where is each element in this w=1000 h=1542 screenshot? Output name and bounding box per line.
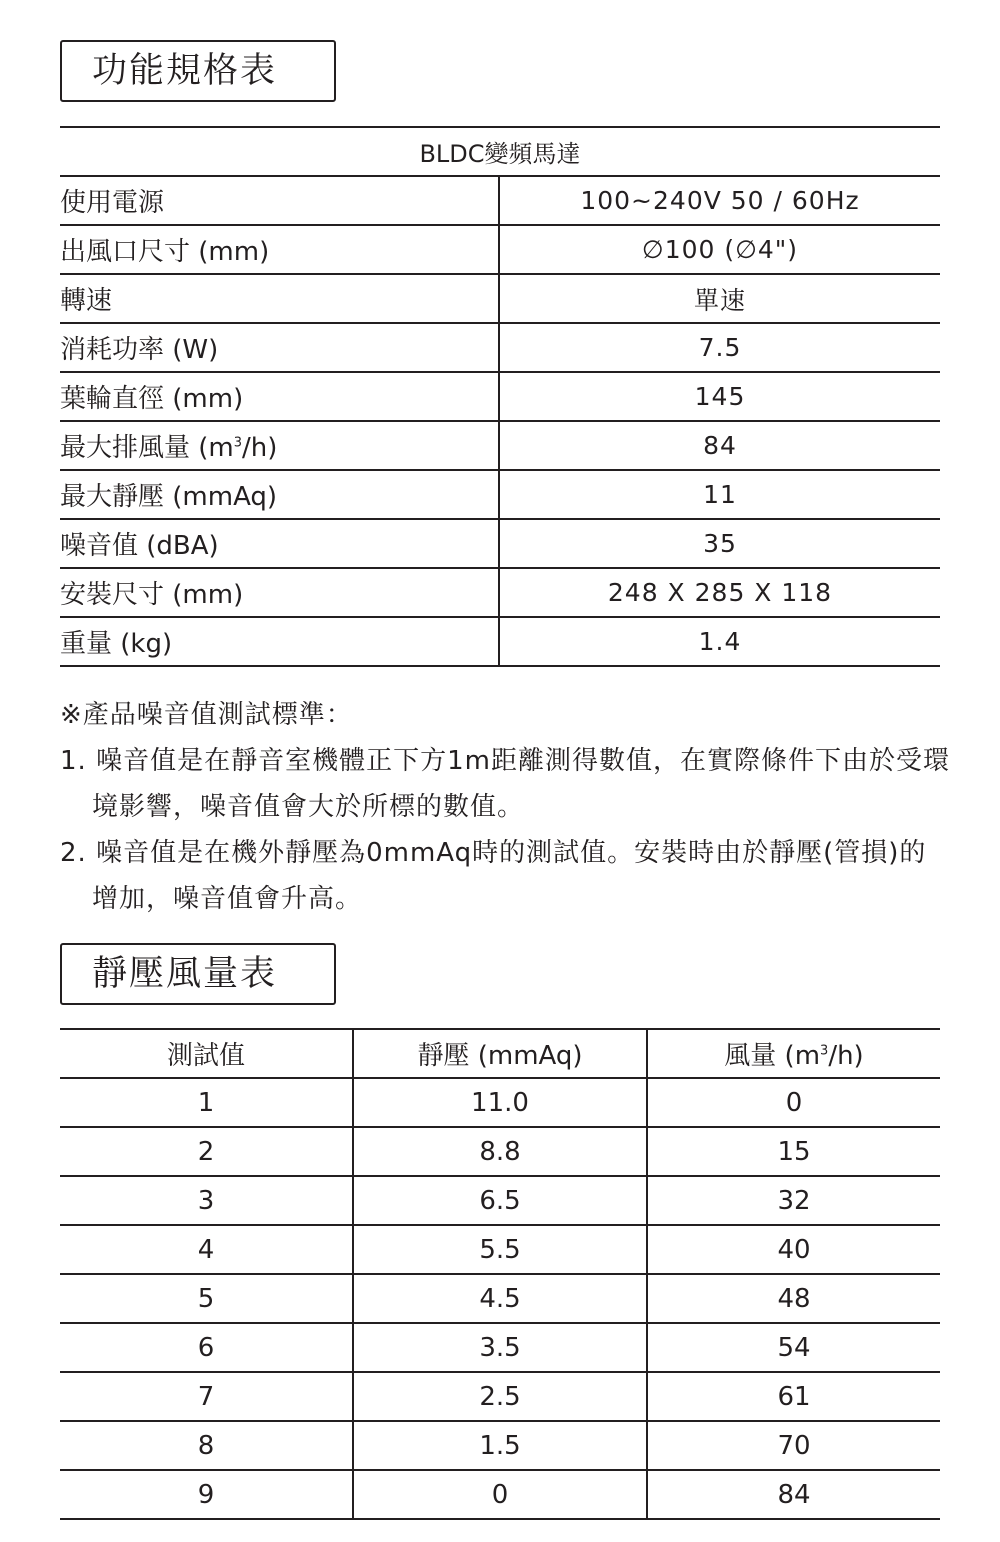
spec-row (60, 470, 940, 519)
pressure-cell: 4.5 (353, 1274, 647, 1323)
table-row (60, 1078, 940, 1127)
spec-label: 最大靜壓 (mmAq) (60, 470, 499, 519)
spec-row (60, 372, 940, 421)
spec-header: BLDC變頻馬達 (60, 127, 940, 176)
noise-notes (60, 692, 950, 922)
spec-value: 248 X 285 X 118 (499, 568, 940, 617)
airflow-cell: 40 (647, 1225, 940, 1274)
spec-value: 單速 (499, 274, 940, 323)
spec-table (60, 126, 940, 667)
pressure-cell: 11.0 (353, 1078, 647, 1127)
airflow-cell: 54 (647, 1323, 940, 1372)
table-row (60, 1470, 940, 1519)
pressure-section-title: 靜壓風量表 (60, 943, 336, 1005)
spec-value: 7.5 (499, 323, 940, 372)
spec-label: 消耗功率 (W) (60, 323, 499, 372)
test-cell: 5 (60, 1274, 353, 1323)
spec-header-row (60, 127, 940, 176)
note-item: 1. 噪音值是在靜音室機體正下方1m距離測得數值，在實際條件下由於受環境影響，噪音值會大於所標的數值。 (60, 746, 950, 822)
test-cell: 1 (60, 1078, 353, 1127)
spec-value: 1.4 (499, 617, 940, 666)
pressure-cell: 1.5 (353, 1421, 647, 1470)
table-row (60, 1372, 940, 1421)
table-row (60, 1421, 940, 1470)
spec-row (60, 617, 940, 666)
test-cell: 6 (60, 1323, 353, 1372)
col-header-airflow: 風量 $(m^3/h)$ (647, 1029, 940, 1078)
pressure-cell: 8.8 (353, 1127, 647, 1176)
spec-label: 葉輪直徑 (mm) (60, 372, 499, 421)
airflow-cell: 84 (647, 1470, 940, 1519)
col-header-pressure: 靜壓 (mmAq) (353, 1029, 647, 1078)
notes-heading: ※產品噪音值測試標準： (60, 700, 353, 730)
spec-value: 35 (499, 519, 940, 568)
table-row (60, 1225, 940, 1274)
table-row (60, 1323, 940, 1372)
test-cell: 9 (60, 1470, 353, 1519)
spec-label: 使用電源 (60, 176, 499, 225)
spec-label: 轉速 (60, 274, 499, 323)
pressure-table (60, 1028, 940, 1520)
spec-value: 145 (499, 372, 940, 421)
airflow-cell: 15 (647, 1127, 940, 1176)
pressure-cell: 3.5 (353, 1323, 647, 1372)
spec-label: 噪音值 (dBA) (60, 519, 499, 568)
pressure-cell: 6.5 (353, 1176, 647, 1225)
spec-row (60, 519, 940, 568)
test-cell: 4 (60, 1225, 353, 1274)
spec-value: ∅100 (∅4") (499, 225, 940, 274)
spec-label: 安裝尺寸 (mm) (60, 568, 499, 617)
spec-row (60, 568, 940, 617)
spec-value: 84 (499, 421, 940, 470)
spec-label: 出風口尺寸 (mm) (60, 225, 499, 274)
spec-row (60, 176, 940, 225)
airflow-cell: 61 (647, 1372, 940, 1421)
spec-row (60, 225, 940, 274)
spec-label: 重量 (kg) (60, 617, 499, 666)
airflow-cell: 32 (647, 1176, 940, 1225)
spec-label: 最大排風量 $(m^3/h)$ (60, 421, 499, 470)
note-item: 2. 噪音值是在機外靜壓為0mmAq時的測試值。安裝時由於靜壓(管損)的增加，噪音值會升高。 (60, 838, 927, 914)
spec-row (60, 274, 940, 323)
spec-row (60, 323, 940, 372)
table-row (60, 1274, 940, 1323)
test-cell: 7 (60, 1372, 353, 1421)
table-row (60, 1127, 940, 1176)
test-cell: 8 (60, 1421, 353, 1470)
airflow-cell: 0 (647, 1078, 940, 1127)
spec-section-title: 功能規格表 (60, 40, 336, 102)
test-cell: 2 (60, 1127, 353, 1176)
airflow-cell: 70 (647, 1421, 940, 1470)
airflow-cell: 48 (647, 1274, 940, 1323)
col-header-test: 測試值 (60, 1029, 353, 1078)
pressure-cell: 5.5 (353, 1225, 647, 1274)
spec-value: 11 (499, 470, 940, 519)
spec-value: 100~240V 50 / 60Hz (499, 176, 940, 225)
table-row (60, 1176, 940, 1225)
pressure-cell: 2.5 (353, 1372, 647, 1421)
spec-row (60, 421, 940, 470)
pressure-header-row (60, 1029, 940, 1078)
test-cell: 3 (60, 1176, 353, 1225)
pressure-cell: 0 (353, 1470, 647, 1519)
